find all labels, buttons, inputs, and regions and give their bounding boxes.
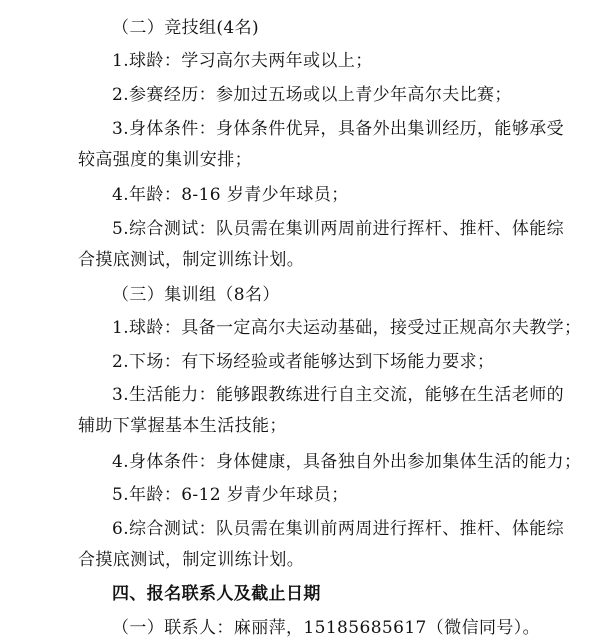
list-item-ball-age-2: 1.球龄：具备一定高尔夫运动基础，接受过正规高尔夫教学； — [112, 318, 582, 338]
list-item-comprehensive-test-2: 6.综合测试：队员需在集训前两周进行挥杆、推杆、体能综 — [112, 519, 565, 539]
list-item-comprehensive-test-2-continued: 合摸底测试，制定训练计划。 — [78, 550, 305, 570]
list-item-competition-experience: 2.参赛经历：参加过五场或以上青少年高尔夫比赛； — [112, 85, 512, 105]
list-item-life-skills: 3.生活能力：能够跟教练进行自主交流，能够在生活老师的 — [112, 385, 565, 405]
list-item-life-skills-continued: 辅助下掌握基本生活技能； — [78, 416, 287, 436]
contact-person-line: （一）联系人：麻丽萍，15185685617（微信同号）。 — [112, 618, 541, 638]
list-item-age: 4.年龄：8-16 岁青少年球员； — [112, 185, 349, 205]
list-item-comprehensive-test: 5.综合测试：队员需在集训两周前进行挥杆、推杆、体能综 — [112, 219, 565, 239]
list-item-comprehensive-test-continued: 合摸底测试，制定训练计划。 — [78, 250, 305, 270]
list-item-physical-condition-2: 4.身体条件：身体健康，具备独自外出参加集体生活的能力； — [112, 452, 582, 472]
list-item-physical-condition-continued: 较高强度的集训安排； — [78, 150, 252, 170]
list-item-age-2: 5.年龄：6-12 岁青少年球员； — [112, 485, 349, 505]
section-heading-training-group: （三）集训组（8名） — [112, 285, 280, 305]
list-item-ball-age: 1.球龄：学习高尔夫两年或以上； — [112, 51, 373, 71]
list-item-physical-condition: 3.身体条件：身体条件优异，具备外出集训经历，能够承受 — [112, 119, 565, 139]
paragraph-line-1 — [78, 0, 374, 1]
section-heading-competition-group: （二）竞技组(4名) — [112, 18, 260, 38]
section-heading-contact-deadline: 四、报名联系人及截止日期 — [112, 584, 321, 604]
list-item-course-play: 2.下场：有下场经验或者能够达到下场能力要求； — [112, 352, 495, 372]
